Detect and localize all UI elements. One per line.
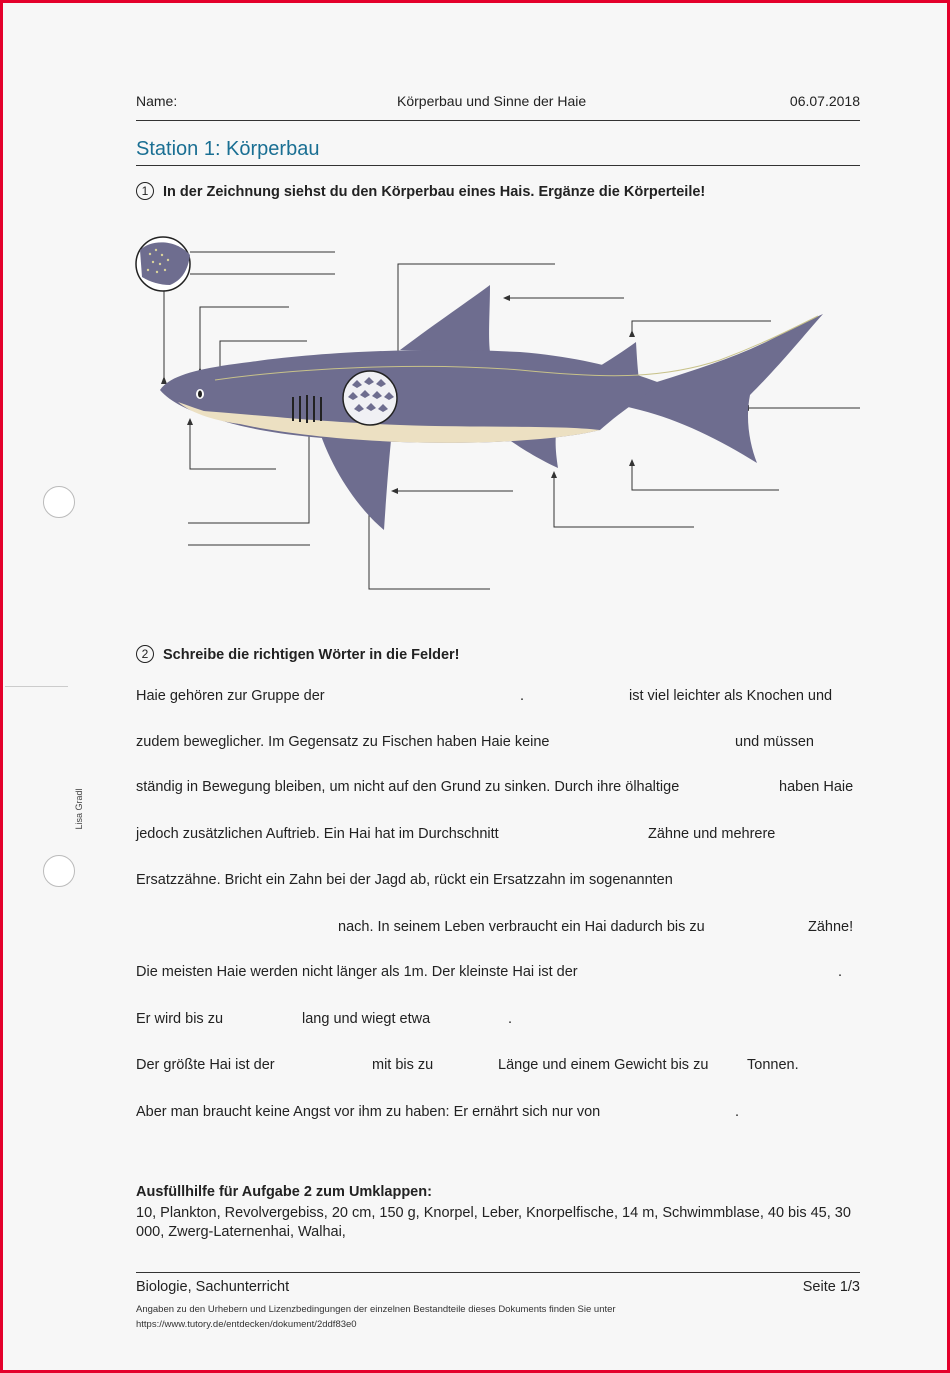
cloze-text: Länge und einem Gewicht bis zu — [498, 1057, 709, 1073]
cloze-text: ständig in Bewegung bleiben, um nicht auf den Grund zu sinken. Durch ihre ölhaltige — [136, 779, 680, 795]
cloze-text: Er wird bis zu — [136, 1011, 224, 1027]
task-2 — [136, 645, 460, 663]
fold-mark — [5, 686, 68, 687]
cloze-text: . — [508, 1011, 513, 1027]
task-1-text: In der Zeichnung siehst du den Körperbau eines Hais. Ergänze die Körperteile! — [163, 184, 706, 200]
cloze-text: Zähne und mehrere — [648, 826, 776, 842]
task-2-text: Schreibe die richtigen Wörter in die Felder! — [163, 647, 460, 663]
footer-subject: Biologie, Sachunterricht — [136, 1279, 290, 1295]
author-credit: Lisa Gradl — [74, 788, 84, 830]
cloze-text: mit bis zu — [372, 1057, 434, 1073]
cloze-text: jedoch zusätzlichen Auftrieb. Ein Hai hat im Durchschnitt — [136, 826, 499, 842]
punch-hole — [43, 486, 75, 518]
name-label: Name: — [136, 93, 178, 109]
cloze-text: Ersatzzähne. Bricht ein Zahn bei der Jagd ab, rückt ein Ersatzzahn im sogenannten — [136, 872, 673, 888]
task-1-number: 1 — [136, 182, 154, 200]
station-title: Station 1: Körperbau — [136, 138, 320, 160]
cloze-text: zudem beweglicher. Im Gegensatz zu Fischen haben Haie keine — [136, 734, 550, 750]
shark-diagram — [0, 0, 950, 620]
help-title: Ausfüllhilfe für Aufgabe 2 zum Umklappen: — [136, 1184, 432, 1200]
cloze-text: nach. In seinem Leben verbraucht ein Hai dadurch bis zu — [338, 919, 705, 935]
cloze-text: Haie gehören zur Gruppe der — [136, 688, 325, 704]
cloze-text: . — [520, 688, 525, 704]
worksheet-date: 06.07.2018 — [789, 93, 860, 109]
footer-credits: Angaben zu den Urhebern und Lizenzbedingungen der einzelnen Bestandteile dieses Dokuments finden Sie unter — [136, 1304, 616, 1315]
cloze-text: Tonnen. — [747, 1057, 799, 1073]
task-2-number: 2 — [136, 645, 154, 663]
punch-hole — [43, 855, 75, 887]
cloze-text: Der größte Hai ist der — [136, 1057, 275, 1073]
worksheet-title: Körperbau und Sinne der Haie — [397, 93, 587, 109]
cloze-text: haben Haie — [779, 779, 854, 795]
footer-page: Seite 1/3 — [802, 1279, 860, 1295]
cloze-text: lang und wiegt etwa — [302, 1011, 431, 1027]
cloze-text: Zähne! — [808, 919, 854, 935]
cloze-text: Die meisten Haie werden nicht länger als 1m. Der kleinste Hai ist der — [136, 964, 578, 980]
cloze-text: Aber man braucht keine Angst vor ihm zu haben: Er ernährt sich nur von — [136, 1104, 601, 1120]
cloze-text: . — [838, 964, 843, 980]
footer-url: https://www.tutory.de/entdecken/dokument/2ddf83e0 — [136, 1319, 357, 1330]
cloze-text: . — [735, 1104, 740, 1120]
cloze-text: und müssen — [735, 734, 814, 750]
cloze-text: ist viel leichter als Knochen und — [629, 688, 833, 704]
help-text: 10, Plankton, Revolvergebiss, 20 cm, 150 g, Knorpel, Leber, Knorpelfische, 14 m, Schwimmblase, 40 bis 45, 30 000, Zwerg-Laternenhai, Walhai, — [136, 1205, 851, 1240]
footer-divider — [136, 1272, 860, 1273]
